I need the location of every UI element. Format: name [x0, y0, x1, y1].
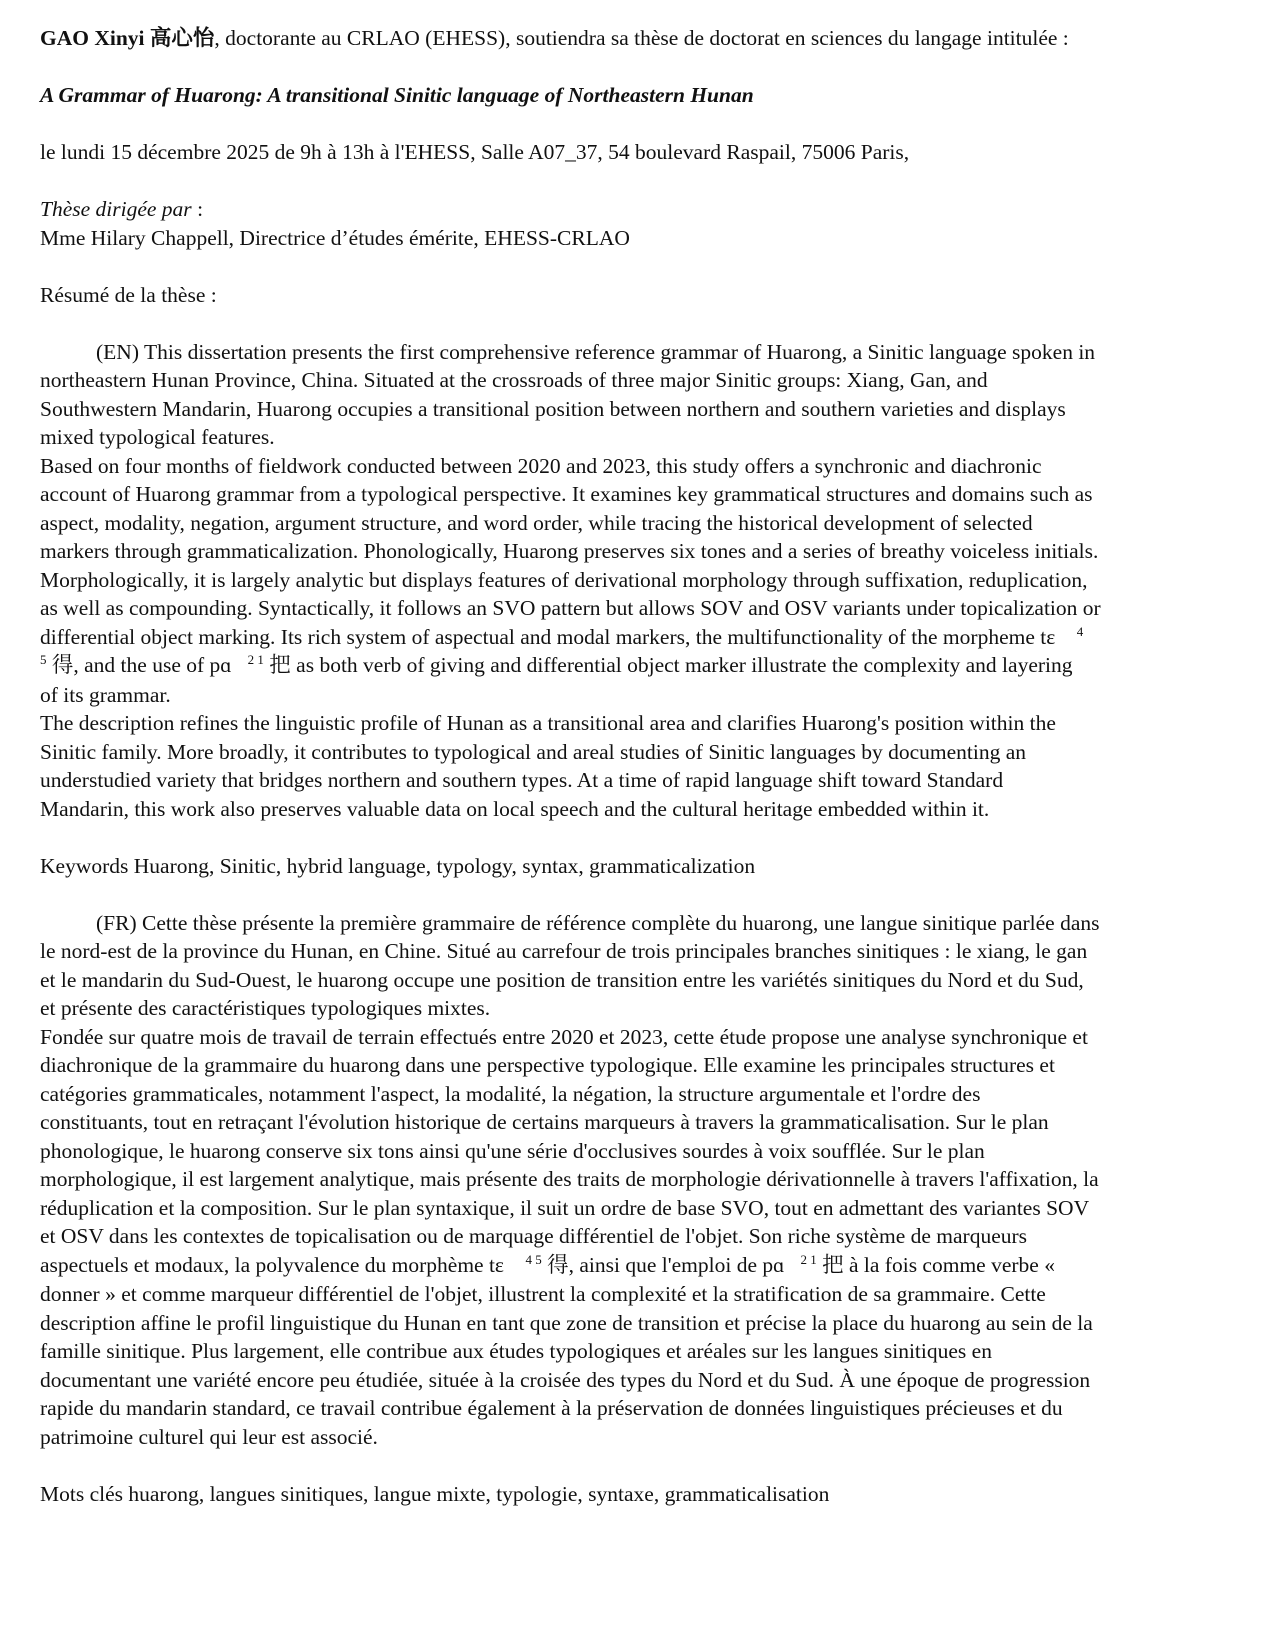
hanzi-ba: 把	[822, 1252, 844, 1278]
abstract-en-line: as well as compounding. Syntactically, it follows an SVO pattern but allows SOV and OSV variants under topicalization or	[40, 596, 1101, 620]
abstract-en	[40, 338, 1235, 824]
abstract-en-line: Morphologically, it is largely analytic but displays features of derivational morphology through suffixation, reduplication,	[40, 567, 1088, 592]
abstract-fr-line	[40, 1251, 1235, 1281]
defense-info: le lundi 15 décembre 2025 de 9h à 13h à l'EHESS, Salle A07_37, 54 boulevard Raspail, 75006 Paris,	[40, 140, 910, 164]
abstract-fr-line: patrimoine culturel qui leur est associé.	[40, 1424, 378, 1449]
abstract-fr-line: et présente des caractéristiques typologiques mixtes.	[40, 996, 491, 1020]
abstract-en-line: Mandarin, this work also preserves valuable data on local speech and the cultural heritage embedded within it.	[40, 796, 990, 821]
abstract-en-line: Sinitic family. More broadly, it contributes to typological and areal studies of Sinitic languages by documenting an	[40, 739, 1026, 764]
abstract-en-line: northeastern Hunan Province, China. Situated at the crossroads of three major Sinitic groups: Xiang, Gan, and	[40, 368, 988, 392]
tone-superscript: 5	[40, 652, 47, 667]
tone-superscript: 2 1	[247, 652, 264, 667]
abstract-fr-line: donner » et comme marqueur différentiel de l'objet, illustrent la complexité et la stratification de sa grammaire. Cette	[40, 1282, 1046, 1306]
abstract-en-line: mixed typological features.	[40, 425, 275, 449]
abstract-fr-line: et OSV dans les contextes de topicalisation ou de marquage différentiel de l'objet. Son riche système de marqueurs	[40, 1224, 1028, 1248]
abstract-fr-line: diachronique de la grammaire du huarong dans une perspective typologique. Elle examine les principales structures et	[40, 1053, 1055, 1077]
intro-line	[40, 24, 1235, 53]
abstract-en-line: markers through grammaticalization. Phonologically, Huarong preserves six tones and a series of breathy voiceless initials.	[40, 539, 1099, 563]
hanzi-de: 得	[51, 653, 74, 678]
abstract-fr-line: Fondée sur quatre mois de travail de terrain effectués entre 2020 et 2023, cette étude propose une analyse synchronique et	[40, 1024, 1088, 1049]
abstract-fr-line: documentant une variété encore peu étudiée, située à la croisée des types du Nord et du Sud. À une époque de progression	[40, 1367, 1091, 1392]
candidate-name: GAO Xinyi 高心怡	[40, 26, 215, 50]
abstract-en-line	[40, 623, 1235, 652]
abstract-en-text: differential object marking. Its rich system of aspectual and modal markers, the multifunctionality of the morpheme tɛ	[40, 624, 1056, 649]
abstract-fr-line: famille sinitique. Plus largement, elle contribue aux études typologiques et aréales sur les langues sinitiques en	[40, 1339, 992, 1363]
supervisor-name: Mme Hilary Chappell, Directrice d’études émérite, EHESS-CRLAO	[40, 225, 630, 250]
abstract-fr-line: description affine le profil linguistique du Hunan en tant que zone de transition et précise la place du huarong au sein de la	[40, 1310, 1093, 1335]
abstract-fr-line: et le mandarin du Sud-Ouest, le huarong occupe une position de transition entre les variétés sinitiques du Nord et du Sud,	[40, 967, 1084, 992]
abstract-fr-line: rapide du mandarin standard, ce travail contribue également à la préservation de données linguistiques précieuses et du	[40, 1396, 1063, 1420]
abstract-en-line: (EN) This dissertation presents the first comprehensive reference grammar of Huarong, a Sinitic language spoken in	[96, 339, 1096, 364]
abstract-fr-line: le nord-est de la province du Hunan, en Chine. Situé au carrefour de trois principales branches sinitiques : le xiang, le gan	[40, 939, 1088, 963]
supervision-label: Thèse dirigée par	[40, 197, 192, 221]
abstract-en-line: account of Huarong grammar from a typological perspective. It examines key grammatical structures and domains such as	[40, 482, 1093, 506]
abstract-en-text: as both verb of giving and differential object marker illustrate the complexity and layering	[290, 653, 1073, 677]
supervision-label-line	[40, 195, 1235, 224]
abstract-fr-line: phonologique, le huarong conserve six tons ainsi qu'une série d'occlusives sourdes à voix soufflée. Sur le plan	[40, 1138, 985, 1163]
abstract-en-line	[40, 651, 1235, 681]
abstract-fr-line: (FR) Cette thèse présente la première grammaire de référence complète du huarong, une langue sinitique parlée dans	[96, 910, 1100, 935]
abstract-fr-line: catégories grammaticales, notamment l'aspect, la modalité, la négation, la structure argumentale et l'ordre des	[40, 1081, 981, 1106]
keywords-en: Keywords Huarong, Sinitic, hybrid language, typology, syntax, grammaticalization	[40, 853, 756, 878]
tone-superscript: 2 1	[800, 1251, 817, 1267]
abstract-fr-text: à la fois comme verbe «	[843, 1252, 1055, 1277]
hanzi-de: 得	[547, 1252, 569, 1278]
abstract-fr	[40, 909, 1235, 1452]
abstract-fr-text: , ainsi que l'emploi de pɑ	[568, 1252, 785, 1277]
abstract-en-line: Based on four months of fieldwork conducted between 2020 and 2023, this study offers a synchronic and diachronic	[40, 453, 1042, 478]
supervision-label-suffix: :	[191, 197, 204, 221]
thesis-title: A Grammar of Huarong: A transitional Sinitic language of Northeastern Hunan	[40, 83, 754, 107]
intro-text: , doctorante au CRLAO (EHESS), soutiendra sa thèse de doctorat en sciences du langage intitulée :	[214, 26, 1069, 50]
abstract-en-line: aspect, modality, negation, argument structure, and word order, while tracing the historical development of selected	[40, 510, 1033, 535]
abstract-en-line: The description refines the linguistic profile of Hunan as a transitional area and clarifies Huarong's position within the	[40, 711, 1056, 735]
abstract-fr-text: aspectuels et modaux, la polyvalence du morphème tɛ	[40, 1252, 504, 1277]
supervision-block	[40, 195, 1235, 252]
abstract-en-line: of its grammar.	[40, 682, 171, 707]
hanzi-ba: 把	[269, 653, 291, 678]
keywords-fr: Mots clés huarong, langues sinitiques, langue mixte, typologie, syntaxe, grammaticalisation	[40, 1481, 830, 1506]
abstract-fr-line: réduplication et la composition. Sur le plan syntaxique, il suit un ordre de base SVO, tout en admettant des variantes SOV	[40, 1195, 1090, 1220]
abstract-en-text: , and the use of pɑ	[73, 653, 232, 677]
abstract-heading: Résumé de la thèse :	[40, 282, 217, 307]
abstract-en-line: Southwestern Mandarin, Huarong occupies a transitional position between northern and southern varieties and displays	[40, 396, 1066, 421]
abstract-fr-line: morphologique, il est largement analytique, mais présente des traits de morphologie dérivationnelle à travers l'affixation, la	[40, 1167, 1099, 1191]
abstract-fr-line: constituants, tout en retraçant l'évolution historique de certains marqueurs à travers la grammaticalisation. Sur le plan	[40, 1110, 1049, 1134]
tone-superscript: 4	[1076, 623, 1084, 639]
tone-superscript: 4 5	[525, 1251, 542, 1267]
abstract-en-line: understudied variety that bridges northern and southern types. At a time of rapid language shift toward Standard	[40, 768, 1004, 792]
